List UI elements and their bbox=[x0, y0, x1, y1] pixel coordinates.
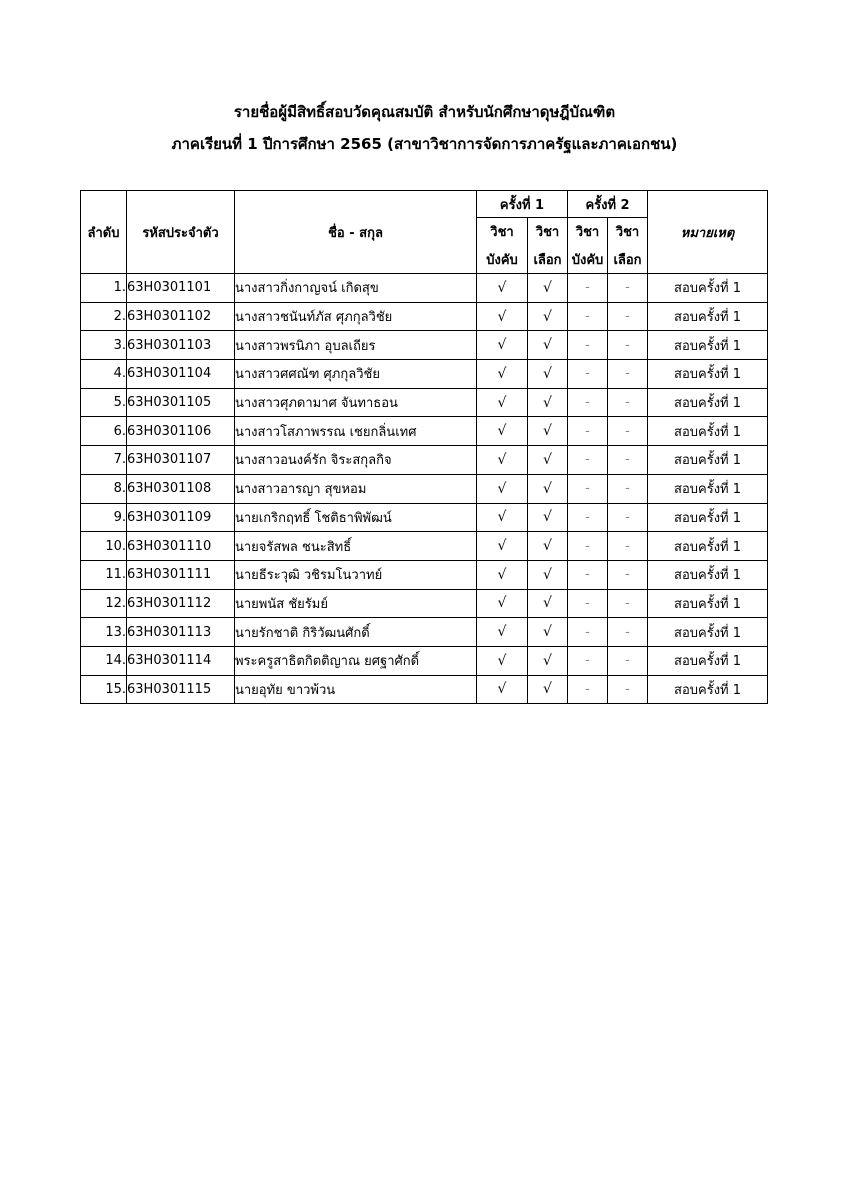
row-remark: สอบครั้งที่ 1 bbox=[648, 474, 768, 503]
table-row bbox=[81, 274, 768, 303]
row-name: นายรักชาติ กิริวัฒนศักดิ์ bbox=[235, 618, 477, 647]
row-r1-elective-check: √ bbox=[528, 274, 568, 303]
row-r2-required: - bbox=[568, 675, 608, 704]
row-r1-elective-check: √ bbox=[528, 618, 568, 647]
row-name: นายอุทัย ขาวพ้วน bbox=[235, 675, 477, 704]
row-no: 11. bbox=[81, 560, 127, 589]
row-remark: สอบครั้งที่ 1 bbox=[648, 302, 768, 331]
row-student-id: 63H0301109 bbox=[127, 503, 235, 532]
document-title: รายชื่อผู้มีสิทธิ์สอบวัดคุณสมบัติ สำหรับนักศึกษาดุษฎีบัณฑิต bbox=[233, 103, 616, 121]
row-r2-elective: - bbox=[608, 675, 648, 704]
row-student-id: 63H0301108 bbox=[127, 474, 235, 503]
row-student-id: 63H0301102 bbox=[127, 302, 235, 331]
table-body bbox=[81, 274, 768, 704]
row-r1-required-check: √ bbox=[477, 589, 528, 618]
row-name: นางสาวพรนิภา อุบลเถียร bbox=[235, 331, 477, 360]
row-no: 12. bbox=[81, 589, 127, 618]
row-name: นางสาวศศณัฑ ศุภกุลวิชัย bbox=[235, 360, 477, 389]
row-no: 6. bbox=[81, 417, 127, 446]
row-r2-elective: - bbox=[608, 388, 648, 417]
row-name: นางสาวชนันท์ภัส ศุภกุลวิชัย bbox=[235, 302, 477, 331]
header-no: ลำดับ bbox=[81, 191, 127, 274]
row-r2-elective: - bbox=[608, 589, 648, 618]
row-r2-required: - bbox=[568, 589, 608, 618]
row-r1-elective-check: √ bbox=[528, 331, 568, 360]
row-student-id: 63H0301112 bbox=[127, 589, 235, 618]
row-name: นายพนัส ชัยรัมย์ bbox=[235, 589, 477, 618]
row-r2-elective: - bbox=[608, 532, 648, 561]
row-r1-required-check: √ bbox=[477, 618, 528, 647]
row-r1-required-check: √ bbox=[477, 360, 528, 389]
row-r2-elective: - bbox=[608, 360, 648, 389]
row-r2-required: - bbox=[568, 446, 608, 475]
table-row bbox=[81, 589, 768, 618]
table-row bbox=[81, 360, 768, 389]
row-no: 7. bbox=[81, 446, 127, 475]
row-r2-required: - bbox=[568, 560, 608, 589]
row-r1-required-check: √ bbox=[477, 446, 528, 475]
table-row bbox=[81, 675, 768, 704]
row-r1-required-check: √ bbox=[477, 646, 528, 675]
row-student-id: 63H0301104 bbox=[127, 360, 235, 389]
row-remark: สอบครั้งที่ 1 bbox=[648, 446, 768, 475]
row-r2-required: - bbox=[568, 274, 608, 303]
eligible-students-table bbox=[80, 190, 768, 704]
table-row bbox=[81, 331, 768, 360]
row-remark: สอบครั้งที่ 1 bbox=[648, 560, 768, 589]
row-r1-elective-check: √ bbox=[528, 560, 568, 589]
row-r2-required: - bbox=[568, 474, 608, 503]
row-r1-elective-check: √ bbox=[528, 388, 568, 417]
row-name: นางสาวกิ่งกาญจน์ เกิดสุข bbox=[235, 274, 477, 303]
header-r1-required-subject: วิชา bbox=[477, 218, 528, 246]
row-remark: สอบครั้งที่ 1 bbox=[648, 675, 768, 704]
row-r2-elective: - bbox=[608, 618, 648, 647]
row-r2-required: - bbox=[568, 532, 608, 561]
header-student-id: รหัสประจำตัว bbox=[127, 191, 235, 274]
row-no: 4. bbox=[81, 360, 127, 389]
header-remark: หมายเหตุ bbox=[648, 191, 768, 274]
header-r1-required: บังคับ bbox=[477, 246, 528, 274]
row-name: พระครูสาธิตกิตติญาณ ยศฐาศักดิ์ bbox=[235, 646, 477, 675]
row-name: นางสาวศุภดามาศ จันทาธอน bbox=[235, 388, 477, 417]
row-r1-elective-check: √ bbox=[528, 360, 568, 389]
header-r1-elective-subject: วิชา bbox=[528, 218, 568, 246]
row-r1-required-check: √ bbox=[477, 503, 528, 532]
row-r2-required: - bbox=[568, 302, 608, 331]
row-r1-elective-check: √ bbox=[528, 532, 568, 561]
row-r1-elective-check: √ bbox=[528, 675, 568, 704]
row-student-id: 63H0301107 bbox=[127, 446, 235, 475]
row-r1-elective-check: √ bbox=[528, 474, 568, 503]
row-r1-required-check: √ bbox=[477, 532, 528, 561]
row-r1-elective-check: √ bbox=[528, 589, 568, 618]
row-student-id: 63H0301115 bbox=[127, 675, 235, 704]
table-row bbox=[81, 560, 768, 589]
row-no: 3. bbox=[81, 331, 127, 360]
header-r2-required-subject: วิชา bbox=[568, 218, 608, 246]
row-r2-required: - bbox=[568, 360, 608, 389]
row-student-id: 63H0301110 bbox=[127, 532, 235, 561]
row-r2-required: - bbox=[568, 417, 608, 446]
row-r2-required: - bbox=[568, 618, 608, 647]
row-r1-required-check: √ bbox=[477, 560, 528, 589]
row-r2-elective: - bbox=[608, 331, 648, 360]
document-subtitle: ภาคเรียนที่ 1 ปีการศึกษา 2565 (สาขาวิชาการจัดการภาครัฐและภาคเอกชน) bbox=[171, 135, 678, 153]
row-r2-required: - bbox=[568, 388, 608, 417]
row-no: 15. bbox=[81, 675, 127, 704]
row-r1-elective-check: √ bbox=[528, 503, 568, 532]
row-student-id: 63H0301105 bbox=[127, 388, 235, 417]
row-r2-elective: - bbox=[608, 302, 648, 331]
row-r1-elective-check: √ bbox=[528, 302, 568, 331]
row-r1-required-check: √ bbox=[477, 474, 528, 503]
table-row bbox=[81, 302, 768, 331]
row-r1-elective-check: √ bbox=[528, 446, 568, 475]
row-remark: สอบครั้งที่ 1 bbox=[648, 331, 768, 360]
header-r2-elective-subject: วิชา bbox=[608, 218, 648, 246]
table-row bbox=[81, 446, 768, 475]
row-no: 10. bbox=[81, 532, 127, 561]
row-r2-elective: - bbox=[608, 274, 648, 303]
row-no: 13. bbox=[81, 618, 127, 647]
row-r1-required-check: √ bbox=[477, 675, 528, 704]
row-student-id: 63H0301101 bbox=[127, 274, 235, 303]
row-student-id: 63H0301103 bbox=[127, 331, 235, 360]
row-r2-elective: - bbox=[608, 646, 648, 675]
table-row bbox=[81, 474, 768, 503]
table-row bbox=[81, 646, 768, 675]
row-r1-required-check: √ bbox=[477, 302, 528, 331]
header-r2-elective: เลือก bbox=[608, 246, 648, 274]
row-name: นายเกริกฤทธิ์ โชติธาพิพัฒน์ bbox=[235, 503, 477, 532]
row-r2-required: - bbox=[568, 503, 608, 532]
row-r1-required-check: √ bbox=[477, 417, 528, 446]
row-r2-elective: - bbox=[608, 446, 648, 475]
table-row bbox=[81, 532, 768, 561]
row-student-id: 63H0301111 bbox=[127, 560, 235, 589]
row-no: 8. bbox=[81, 474, 127, 503]
header-round-2: ครั้งที่ 2 bbox=[568, 191, 648, 218]
row-student-id: 63H0301114 bbox=[127, 646, 235, 675]
row-student-id: 63H0301113 bbox=[127, 618, 235, 647]
row-name: นายธีระวุฒิ วชิรมโนวาทย์ bbox=[235, 560, 477, 589]
table-row bbox=[81, 618, 768, 647]
row-remark: สอบครั้งที่ 1 bbox=[648, 503, 768, 532]
row-r2-required: - bbox=[568, 646, 608, 675]
row-r2-elective: - bbox=[608, 474, 648, 503]
row-remark: สอบครั้งที่ 1 bbox=[648, 360, 768, 389]
row-remark: สอบครั้งที่ 1 bbox=[648, 417, 768, 446]
table-row bbox=[81, 417, 768, 446]
table-row bbox=[81, 503, 768, 532]
row-r1-elective-check: √ bbox=[528, 417, 568, 446]
row-student-id: 63H0301106 bbox=[127, 417, 235, 446]
header-r1-elective: เลือก bbox=[528, 246, 568, 274]
row-r2-elective: - bbox=[608, 560, 648, 589]
row-r1-elective-check: √ bbox=[528, 646, 568, 675]
row-r2-elective: - bbox=[608, 417, 648, 446]
row-r1-required-check: √ bbox=[477, 274, 528, 303]
row-name: นายจรัสพล ชนะสิทธิ์ bbox=[235, 532, 477, 561]
row-name: นางสาวอารญา สุขหอม bbox=[235, 474, 477, 503]
row-no: 1. bbox=[81, 274, 127, 303]
row-r1-required-check: √ bbox=[477, 331, 528, 360]
row-name: นางสาวโสภาพรรณ เชยกลิ่นเทศ bbox=[235, 417, 477, 446]
row-remark: สอบครั้งที่ 1 bbox=[648, 388, 768, 417]
row-remark: สอบครั้งที่ 1 bbox=[648, 646, 768, 675]
row-no: 9. bbox=[81, 503, 127, 532]
document-title-block bbox=[0, 96, 849, 160]
row-r2-required: - bbox=[568, 331, 608, 360]
header-r2-required: บังคับ bbox=[568, 246, 608, 274]
row-no: 5. bbox=[81, 388, 127, 417]
row-remark: สอบครั้งที่ 1 bbox=[648, 589, 768, 618]
row-name: นางสาวอนงค์รัก จิระสกุลกิจ bbox=[235, 446, 477, 475]
row-no: 2. bbox=[81, 302, 127, 331]
row-remark: สอบครั้งที่ 1 bbox=[648, 618, 768, 647]
header-name: ชื่อ - สกุล bbox=[235, 191, 477, 274]
table-row bbox=[81, 388, 768, 417]
row-remark: สอบครั้งที่ 1 bbox=[648, 532, 768, 561]
row-remark: สอบครั้งที่ 1 bbox=[648, 274, 768, 303]
header-round-1: ครั้งที่ 1 bbox=[477, 191, 568, 218]
row-no: 14. bbox=[81, 646, 127, 675]
row-r2-elective: - bbox=[608, 503, 648, 532]
row-r1-required-check: √ bbox=[477, 388, 528, 417]
